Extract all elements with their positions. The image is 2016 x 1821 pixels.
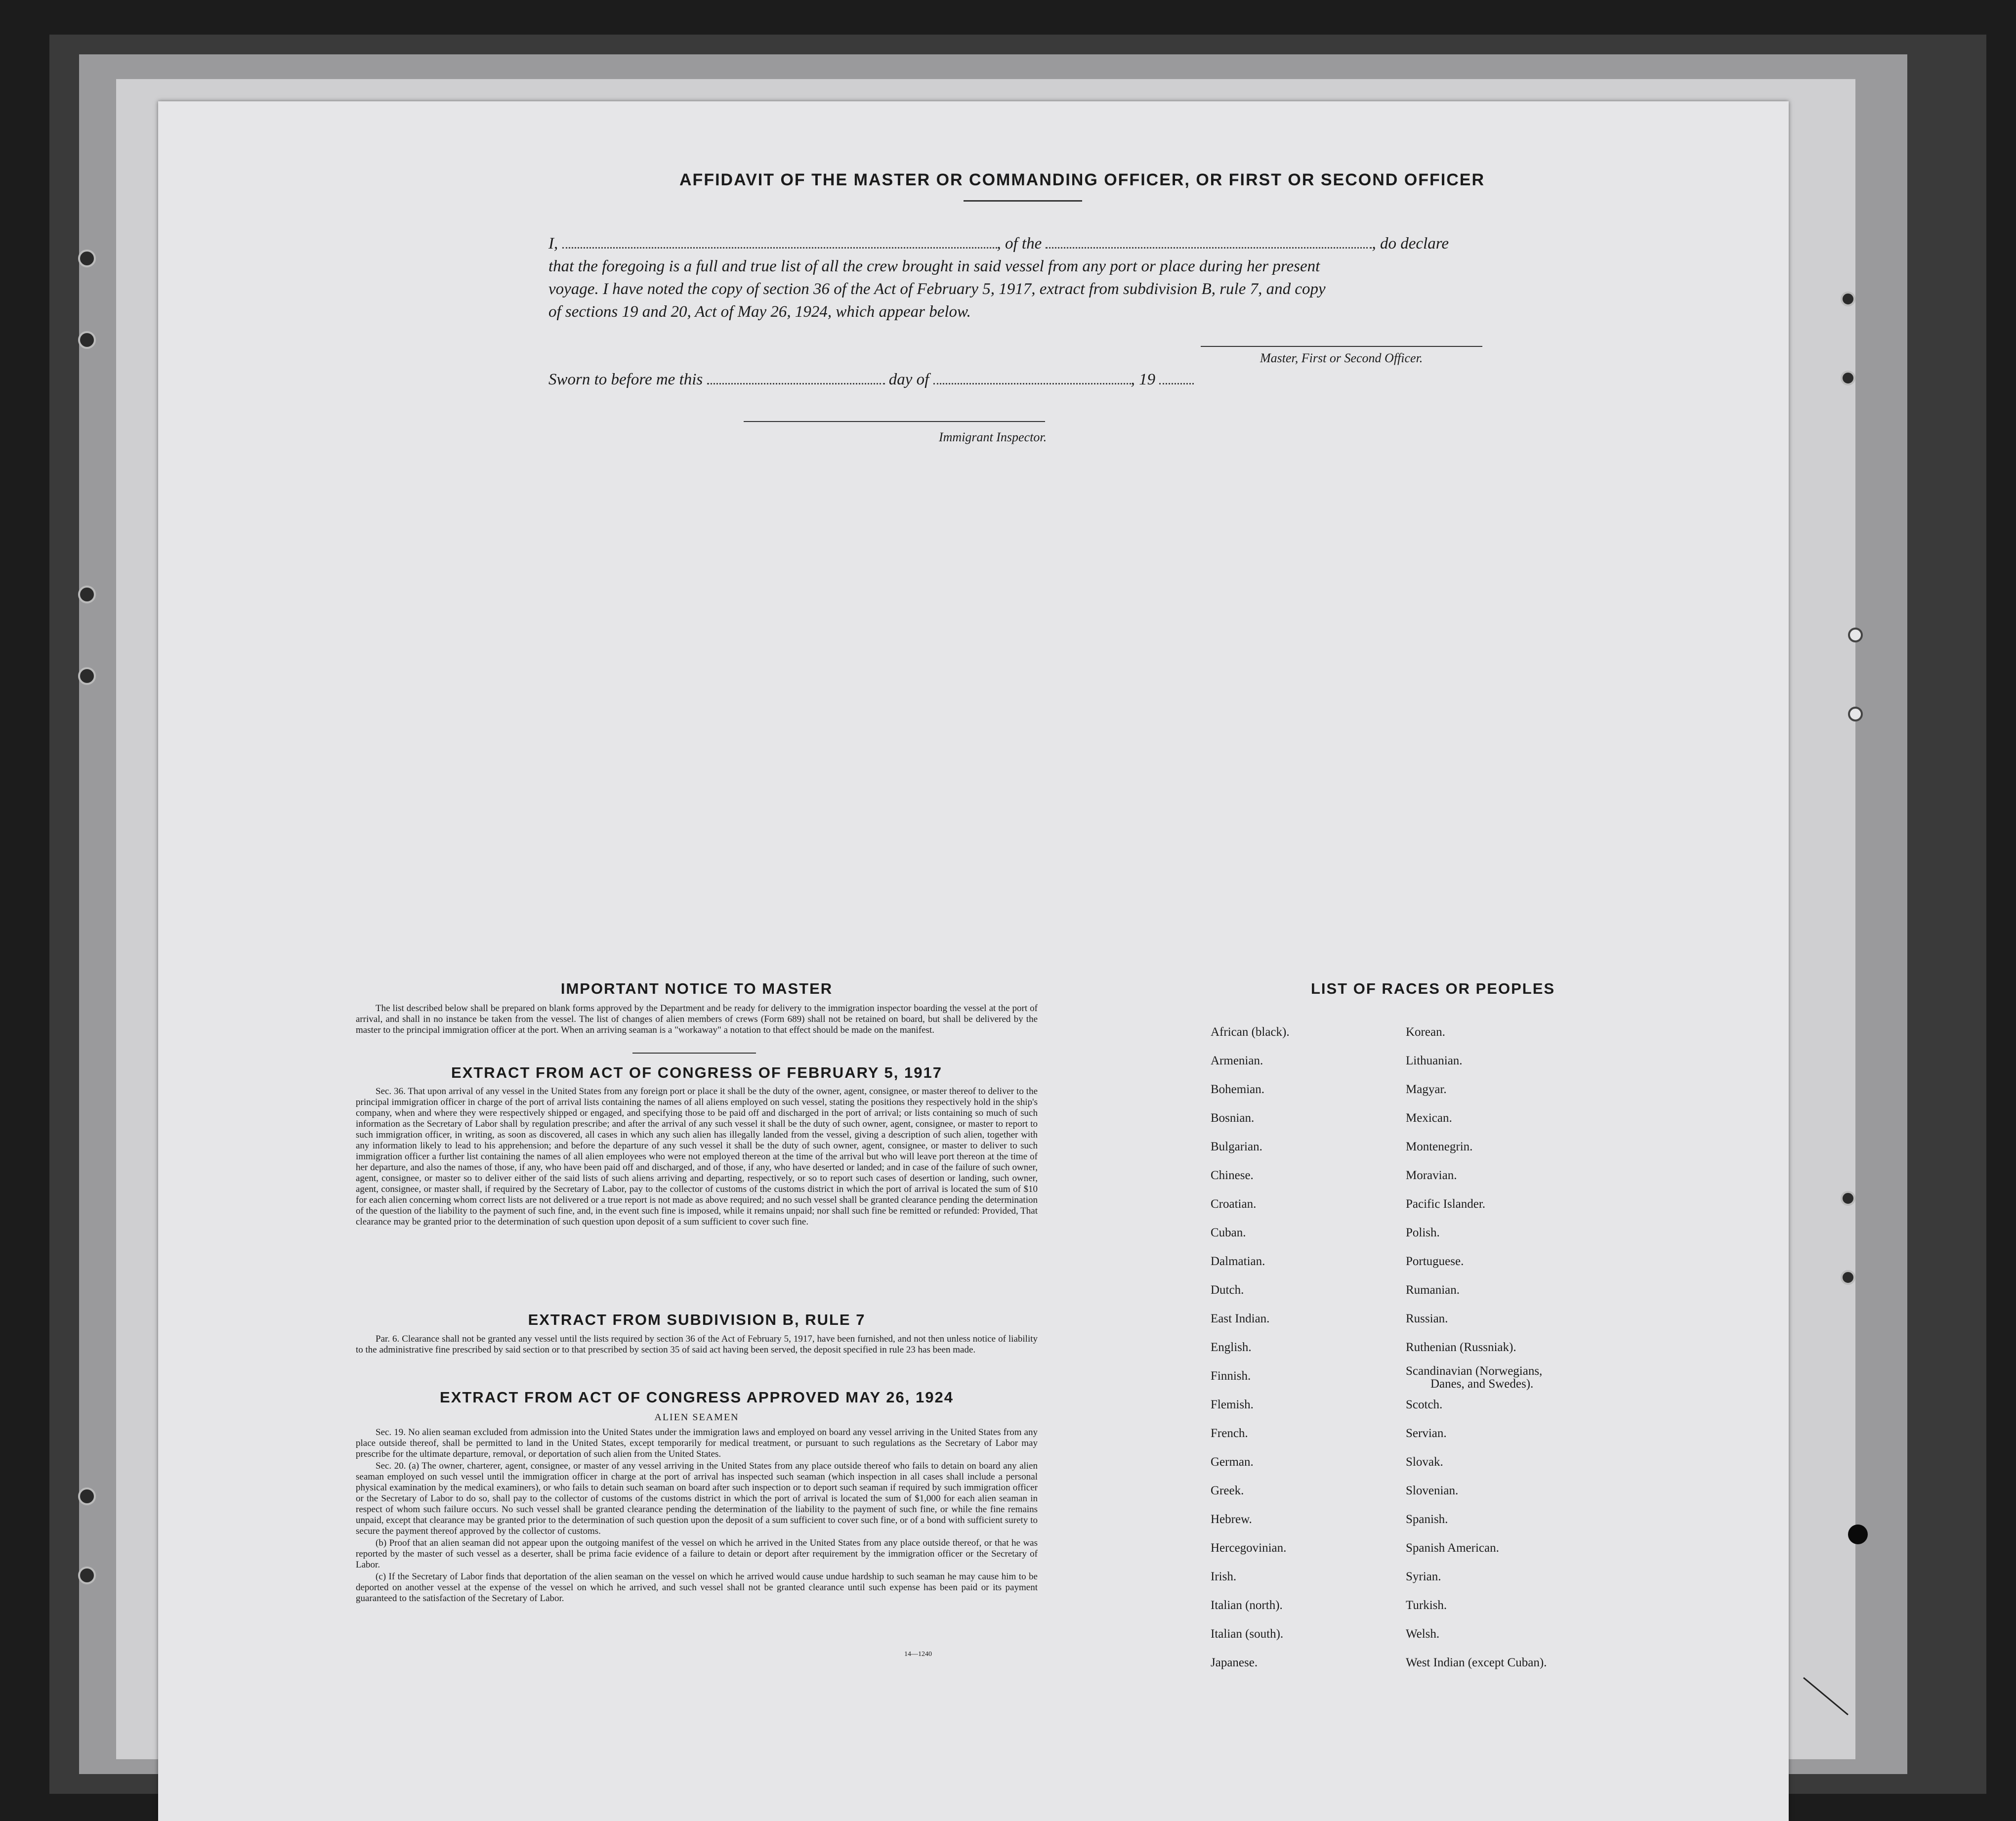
race-item: East Indian. bbox=[1211, 1312, 1270, 1325]
section-20b-paragraph: (b) Proof that an alien seaman did not appear upon the outgoing manifest of the vessel on which he arrived in the United States from any place outside thereof, or that he was reported by the master of such vessel as a deserter, shall be prima facie evidence of a failure to detain or deport after requirement by the immigration officer or the Secretary of Labor. bbox=[356, 1538, 1038, 1570]
race-item: English. bbox=[1211, 1341, 1252, 1354]
race-item: Bulgarian. bbox=[1211, 1140, 1262, 1153]
race-item: West Indian (except Cuban). bbox=[1406, 1656, 1547, 1669]
vessel-name-field[interactable] bbox=[1046, 234, 1372, 249]
race-item: Servian. bbox=[1406, 1427, 1447, 1440]
race-item: Spanish American. bbox=[1406, 1541, 1499, 1555]
alien-seamen-subtitle: ALIEN SEAMEN bbox=[654, 1412, 739, 1423]
race-item: Rumanian. bbox=[1406, 1283, 1460, 1297]
page-hole bbox=[1848, 707, 1863, 721]
race-item: Greek. bbox=[1211, 1484, 1244, 1497]
rule-7-paragraph: Par. 6. Clearance shall not be granted any vessel until the lists required by section 36 of the Act of February 5, 1917, have been furnished, and not then unless notice of liability to the administrative fine prescribed by said section or to that prescribed by section 35 of said act having been served, the deposit specified in rule 23 has been made. bbox=[356, 1334, 1038, 1355]
race-item: Croatian. bbox=[1211, 1197, 1257, 1211]
race-item: African (black). bbox=[1211, 1025, 1290, 1039]
extract-1917-text bbox=[356, 1086, 1038, 1228]
race-item: German. bbox=[1211, 1455, 1254, 1469]
section-19-paragraph: Sec. 19. No alien seaman excluded from admission into the United States under the immigration laws and employed on board any vessel arriving in the United States from any place outside thereof, shall be permitted to land in the United States, except temporarily for medical treatment, or pursuant to such regulations as the Secretary of Labor may prescribe for the ultimate departure, removal, or deportation of such alien from the United States. bbox=[356, 1427, 1038, 1459]
title-underline bbox=[964, 200, 1082, 202]
page-hole bbox=[1841, 371, 1855, 385]
sworn-year-prefix: , 19 bbox=[1131, 371, 1156, 388]
race-item: Polish. bbox=[1406, 1226, 1440, 1239]
sworn-line bbox=[548, 368, 1675, 391]
inspector-signature-label: Immigrant Inspector. bbox=[939, 430, 1047, 444]
declarant-prefix: I, bbox=[548, 235, 558, 253]
affidavit-line-2: that the foregoing is a full and true list of all the crew brought in said vessel from any port or place during her present bbox=[548, 257, 1320, 275]
sworn-day-of: day of bbox=[888, 371, 929, 388]
race-item: Italian (south). bbox=[1211, 1627, 1284, 1641]
extract-1924-text bbox=[356, 1427, 1038, 1605]
race-item: Ruthenian (Russniak). bbox=[1406, 1341, 1516, 1354]
page-hole bbox=[1848, 1525, 1868, 1544]
race-item: Slovak. bbox=[1406, 1455, 1443, 1469]
sworn-year-field[interactable] bbox=[1159, 370, 1194, 384]
binding-hole bbox=[78, 586, 96, 603]
vessel-prefix: , of the bbox=[997, 235, 1042, 253]
race-item: Finnish. bbox=[1211, 1369, 1251, 1383]
race-item: Magyar. bbox=[1406, 1083, 1447, 1096]
race-item: Welsh. bbox=[1406, 1627, 1440, 1641]
declare-text: , do declare bbox=[1372, 235, 1449, 253]
race-item: Italian (north). bbox=[1211, 1599, 1283, 1612]
race-item: Portuguese. bbox=[1406, 1255, 1464, 1268]
race-item: Mexican. bbox=[1406, 1111, 1452, 1125]
affidavit-line-1 bbox=[548, 232, 1675, 255]
races-list bbox=[1211, 1025, 1754, 1688]
race-item: Dalmatian. bbox=[1211, 1255, 1265, 1268]
race-item: Flemish. bbox=[1211, 1398, 1254, 1411]
race-item-continuation: Danes, and Swedes). bbox=[1430, 1377, 1534, 1391]
section-20c-paragraph: (c) If the Secretary of Labor finds that deportation of the alien seaman on the vessel on which he arrived would cause undue hardship to such seaman he may cause him to be deported on another vessel at the expense of the vessel on which he arrived, and such vessel shall not be granted clearance until such expense has been paid or its payment guaranteed to the satisfaction of the Secretary of Labor. bbox=[356, 1571, 1038, 1604]
race-item: Pacific Islander. bbox=[1406, 1197, 1486, 1211]
race-item: Hebrew. bbox=[1211, 1513, 1252, 1526]
affidavit-line-3: voyage. I have noted the copy of section 36 of the Act of February 5, 1917, extract from subdivision B, rule 7, and copy bbox=[548, 280, 1326, 298]
form-number: 14—1240 bbox=[904, 1651, 932, 1658]
race-item: Syrian. bbox=[1406, 1570, 1441, 1583]
affidavit-statement bbox=[548, 232, 1675, 323]
page-hole bbox=[1841, 1191, 1855, 1206]
sworn-prefix: Sworn to before me this bbox=[548, 371, 703, 388]
binding-hole bbox=[78, 667, 96, 685]
race-item: Scotch. bbox=[1406, 1398, 1443, 1411]
race-item: Cuban. bbox=[1211, 1226, 1246, 1239]
section-36-paragraph: Sec. 36. That upon arrival of any vessel in the United States from any foreign port or place it shall be the duty of the owner, agent, consignee, or master thereof to deliver to the principal immigration officer in charge of the port of arrival lists containing the names of all aliens employed on such vessel, stating the positions they respectively hold in the ship's company, when and where they were respectively shipped or engaged, and specifying those to be paid off and discharged in the port of arrival; or lists containing so much of such information as the Secretary of Labor shall by regulation prescribe; and after the arrival of any such vessel it shall be the duty of such owner, agent, consignee, or master to report to such immigration officer, in writing, as soon as discovered, all cases in which any such alien has illegally landed from the vessel, giving a description of such alien, together with any information likely to lead to his apprehension; and before the departure of any such vessel it shall be the duty of such owner, agent, consignee, or master to deliver to such immigration officer a further list containing the names of all alien employees who were not employed thereon at the time of the arrival but who will leave port thereon at the time of her departure, and also the names of those, if any, who have been paid off and discharged, and of those, if any, who have deserted or landed; and in case of the failure of such owner, agent, consignee, or master so to deliver either of the said lists of such aliens arriving and departing, respectively, or so to report such cases of desertion or landing, such owner, agent, consignee, or master shall, if required by the Secretary of Labor, pay to the collector of customs of the customs district in which the port of arrival is located the sum of $10 for each alien concerning whom correct lists are not delivered or a true report is not made as above required; and no such vessel shall be granted clearance pending the determination of the question of the liability to the payment of such fine, and, in the event such fine is imposed, while it remains unpaid; nor shall such fine be remitted or refunded: Provided, That clearance may be granted prior to the determination of such question upon deposit of a sum sufficient to cover such fine. bbox=[356, 1086, 1038, 1227]
race-item: Scandinavian (Norwegians, bbox=[1406, 1364, 1543, 1378]
race-item: French. bbox=[1211, 1427, 1248, 1440]
race-item: Lithuanian. bbox=[1406, 1054, 1463, 1067]
page-hole bbox=[1841, 1270, 1855, 1285]
race-item: Bosnian. bbox=[1211, 1111, 1255, 1125]
page-hole bbox=[1841, 292, 1855, 306]
race-item: Irish. bbox=[1211, 1570, 1237, 1583]
affidavit-line-4: of sections 19 and 20, Act of May 26, 1924, which appear below. bbox=[548, 303, 971, 321]
pen-stroke bbox=[1799, 1673, 1858, 1722]
sworn-month-field[interactable] bbox=[933, 370, 1131, 384]
rule-7-text bbox=[356, 1334, 1038, 1356]
notice-title: IMPORTANT NOTICE TO MASTER bbox=[560, 980, 833, 997]
race-item: Japanese. bbox=[1211, 1656, 1258, 1669]
race-item: Turkish. bbox=[1406, 1599, 1447, 1612]
binding-hole bbox=[78, 331, 96, 349]
race-item: Hercegovinian. bbox=[1211, 1541, 1287, 1555]
race-item: Korean. bbox=[1406, 1025, 1445, 1039]
race-item: Moravian. bbox=[1406, 1169, 1457, 1182]
race-item: Russian. bbox=[1406, 1312, 1448, 1325]
extract-1917-title: EXTRACT FROM ACT OF CONGRESS OF FEBRUARY 5, 1917 bbox=[451, 1064, 942, 1081]
notice-divider bbox=[632, 1053, 756, 1054]
master-signature-line[interactable] bbox=[1201, 346, 1482, 347]
race-item: Armenian. bbox=[1211, 1054, 1263, 1067]
affidavit-title: AFFIDAVIT OF THE MASTER OR COMMANDING OFFICER, OR FIRST OR SECOND OFFICER bbox=[679, 170, 1485, 189]
binding-hole bbox=[78, 1567, 96, 1584]
extract-1924-title: EXTRACT FROM ACT OF CONGRESS APPROVED MAY 26, 1924 bbox=[440, 1389, 954, 1406]
declarant-name-field[interactable] bbox=[562, 234, 997, 249]
binding-hole bbox=[78, 1487, 96, 1505]
section-20a-paragraph: Sec. 20. (a) The owner, charterer, agent, consignee, or master of any vessel arriving in the United States from any place outside thereof who fails to detain on board any alien seaman employed on such vessel until the immigration officer in charge at the port of arrival has inspected such seaman (which inspection in all cases shall include a personal physical examination by the medical examiners), or who fails to detain such seaman on board after such inspection or to deport such seaman if required by such immigration officer or the Secretary of Labor to do so, shall pay to the collector of customs of the customs district in which the port of arrival is located the sum of $1,000 for each alien seaman in respect of whom such failure occurs. No such vessel shall be granted clearance pending the determination of the liability to the payment of such fine, or while the fine remains unpaid, except that clearance may be granted prior to the determination of such question upon the deposit of a sum sufficient to cover such fine, or of a bond with sufficient surety to secure the payment thereof approved by the collector of customs. bbox=[356, 1461, 1038, 1536]
race-item: Bohemian. bbox=[1211, 1083, 1265, 1096]
rule-7-title: EXTRACT FROM SUBDIVISION B, RULE 7 bbox=[528, 1311, 866, 1328]
race-item: Dutch. bbox=[1211, 1283, 1244, 1297]
binding-hole bbox=[78, 250, 96, 267]
notice-text bbox=[356, 1003, 1038, 1037]
sworn-day-field[interactable] bbox=[707, 370, 885, 384]
race-item: Montenegrin. bbox=[1406, 1140, 1473, 1153]
race-item: Spanish. bbox=[1406, 1513, 1448, 1526]
page-hole bbox=[1848, 628, 1863, 642]
races-title: LIST OF RACES OR PEOPLES bbox=[1310, 980, 1555, 997]
race-item: Slovenian. bbox=[1406, 1484, 1459, 1497]
master-signature-label: Master, First or Second Officer. bbox=[1260, 351, 1423, 365]
inspector-signature-line[interactable] bbox=[744, 421, 1045, 422]
affidavit-page bbox=[158, 101, 1789, 1821]
race-item: Chinese. bbox=[1211, 1169, 1254, 1182]
notice-paragraph: The list described below shall be prepared on blank forms approved by the Department and be ready for delivery to the immigration inspector boarding the vessel at the port of arrival, and shall in no instance be taken from the vessel. The list of changes of alien members of crews (Form 689) shall not be retained on board, but shall be delivered by the master to the principal immigration officer at the port. When an arriving seaman is a "workaway" a notation to that effect should be made on the manifest. bbox=[356, 1003, 1038, 1035]
